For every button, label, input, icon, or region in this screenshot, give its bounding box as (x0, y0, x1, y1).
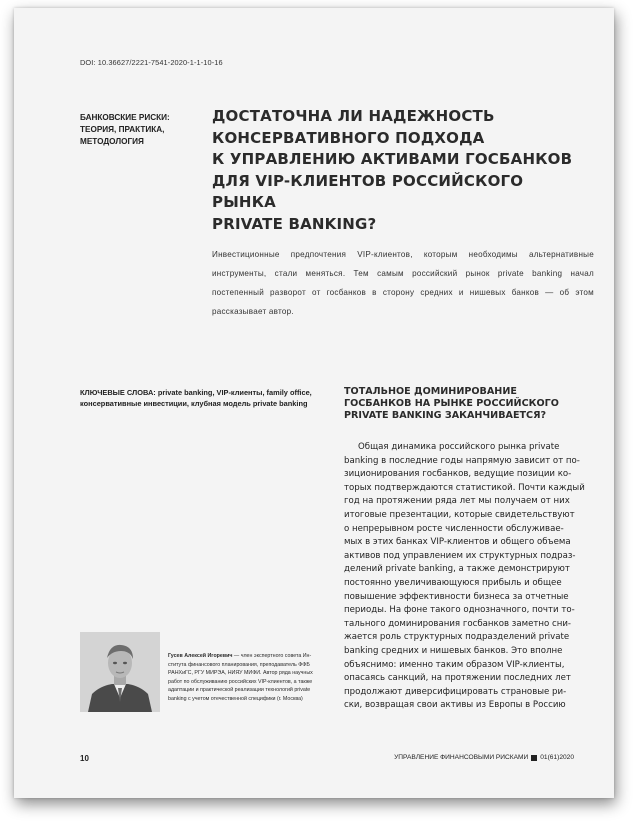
rubric-line: ТЕОРИЯ, ПРАКТИКА, (80, 125, 165, 134)
rubric-line: МЕТОДОЛОГИЯ (80, 137, 144, 146)
rubric-line: БАНКОВСКИЕ РИСКИ: (80, 113, 170, 122)
author-bio-line: работ по обслуживанию российских VIP-клиентов, а также (168, 678, 313, 685)
keywords-label: КЛЮЧЕВЫЕ СЛОВА: (80, 388, 156, 397)
journal-footer (394, 754, 574, 761)
body-line: повышение эффективности бизнеса за отчетные (344, 591, 569, 602)
body-text (344, 441, 599, 713)
author-bio-line: РАНХиГС, РГУ МИРЭА, НИЯУ МИФИ. Автор ряда научных (168, 670, 313, 677)
body-line: объяснимо: именно таким образом VIP-клиенты, (344, 659, 565, 670)
square-bullet-icon (531, 755, 537, 761)
section-heading-line: ГОСБАНКОВ НА РЫНКЕ РОССИЙСКОГО (344, 398, 559, 409)
author-photo (80, 632, 160, 712)
author-bio-line: — член экспертного совета Ин- (232, 653, 312, 659)
body-line: делений private banking, а также демонстрируют (344, 564, 570, 575)
body-line: Общая динамика российского рынка private (358, 442, 560, 452)
page-number: 10 (80, 754, 89, 763)
body-line: год на протяжении ряда лет мы получаем от них (344, 496, 570, 507)
body-line: ски, возвращая свои активы из Европы в Россию (344, 700, 566, 711)
author-bio-line: ститута финансового планирования, преподаватель ФФБ (168, 661, 310, 668)
body-line: зиционирования госбанков, ведущие позиции ко- (344, 469, 572, 480)
body-line: периоды. На фоне такого однозначного, почти то- (344, 605, 575, 616)
author-bio-line: адаптации и практической реализации технологий private (168, 687, 311, 694)
journal-issue: 01(61)2020 (540, 754, 574, 761)
article-title (212, 106, 592, 235)
title-line: К УПРАВЛЕНИЮ АКТИВАМИ ГОСБАНКОВ (212, 150, 573, 168)
body-line: активов под управлением их структурных подраз- (344, 550, 576, 561)
author-bio (168, 652, 340, 704)
body-line: о непрерывном росте численности обслуживае- (344, 523, 564, 534)
journal-page (14, 8, 614, 798)
body-line: постоянно увеличивающуюся прибыль и общее (344, 577, 562, 588)
body-line: тального доминирования госбанков заметно сни- (344, 618, 572, 629)
section-heading-line: ТОТАЛЬНОЕ ДОМИНИРОВАНИЕ (344, 386, 517, 397)
title-line: ДОСТАТОЧНА ЛИ НАДЕЖНОСТЬ (212, 107, 495, 125)
title-line: ДЛЯ VIP-КЛИЕНТОВ РОССИЙСКОГО РЫНКА (212, 171, 524, 211)
section-rubric (80, 112, 200, 148)
body-line: торых подтверждаются статистикой. Почти каждый (344, 482, 585, 493)
body-line: banking средних и нишевых банков. Это вполне (344, 645, 563, 656)
section-heading-line: PRIVATE BANKING ЗАКАНЧИВАЕТСЯ? (344, 410, 547, 421)
title-line: PRIVATE BANKING? (212, 214, 377, 233)
keywords-text: private banking, VIP-клиенты, family office, консервативные инвестиции, клубная модель private banking (80, 388, 312, 408)
body-line: опасаясь санкций, на протяжении последних лет (344, 673, 571, 684)
body-line: итоговые презентации, которые свидетельствуют (344, 509, 575, 520)
body-line: продолжают диверсифицировать страновые ри- (344, 686, 567, 697)
body-line: мых в этих банках VIP-клиентов и общего объема (344, 537, 571, 548)
article-lead: Инвестиционные предпочтения VIP-клиентов, которым необходимы альтернативные инструменты, стали меняться. Тем самым российский рынок private banking начал постепенный разворот от госбанков в сторону средних и нишевых банков — об этом рассказывает автор. (212, 250, 594, 316)
title-line: КОНСЕРВАТИВНОГО ПОДХОДА (212, 128, 485, 147)
body-line: жается роль структурных подразделений private (344, 632, 570, 643)
author-bio-line: banking с учетом отечественной специфики (г. Москва) (168, 695, 303, 702)
doi-line: DOI: 10.36627/2221-7541-2020-1-1-10-16 (80, 58, 223, 67)
keywords (80, 388, 340, 409)
section-heading (344, 386, 589, 422)
author-name: Гусев Алексей Игоревич (168, 653, 233, 659)
body-line: banking в последние годы напрямую зависит от по- (344, 455, 580, 466)
author-portrait-icon (80, 632, 160, 712)
journal-name: УПРАВЛЕНИЕ ФИНАНСОВЫМИ РИСКАМИ (394, 754, 529, 761)
